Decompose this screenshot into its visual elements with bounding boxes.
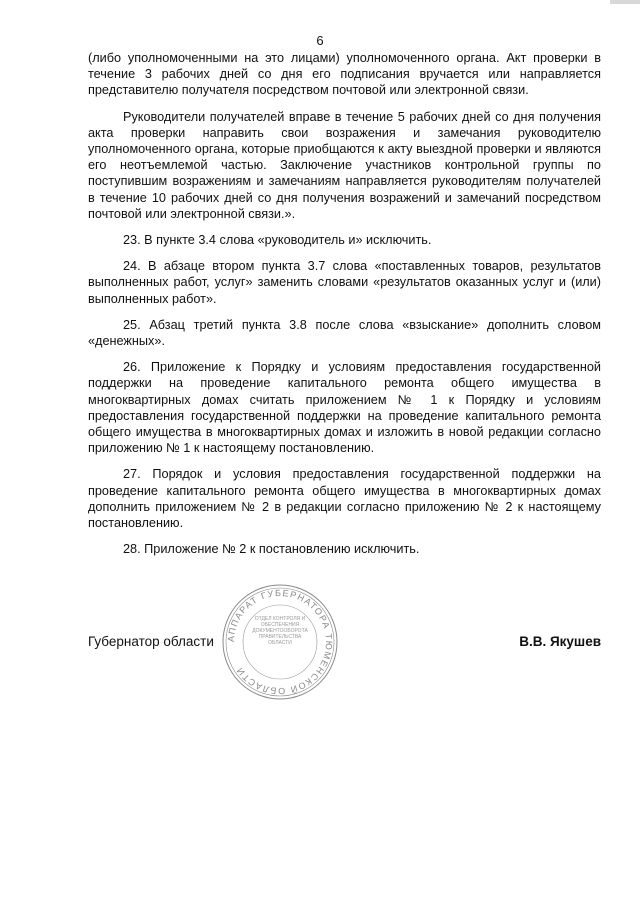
- official-seal-icon: [220, 582, 340, 702]
- paragraph-item-23: 23. В пункте 3.4 слова «руководитель и» исключить.: [123, 233, 432, 248]
- paragraph-item-24: 24. В абзаце втором пункта 3.7 слова «поставленных товаров, результатов выполненных работ, услуг» заменить словами «результатов оказанных услуг и (или) выполненных работ».: [88, 259, 601, 306]
- signatory-position: Губернатор области: [88, 634, 214, 649]
- seal-inner-text: ОТДЕЛ КОНТРОЛЯ И ОБЕСПЕЧЕНИЯ ДОКУМЕНТООБОРОТА ПРАВИТЕЛЬСТВА ОБЛАСТИ: [252, 616, 308, 646]
- paragraph-continuation: (либо уполномоченными на это лицами) уполномоченного органа. Акт проверки в течение 3 рабочих дней со дня его подписания вручается или направляется представителю получателя посредством почтовой или электронной связи.: [88, 51, 601, 98]
- scan-edge-mark: [610, 0, 640, 4]
- signatory-name: В.В. Якушев: [519, 634, 601, 649]
- paragraph-item-26: 26. Приложение к Порядку и условиям предоставления государственной поддержки на проведение капитального ремонта общего имущества в многоквартирных домах считать приложением № 1 к Порядку и условиям предоставления государственной поддержки на проведение капитального ремонта общего имущества в многоквартирных домах и изложить в новой редакции согласно приложению № 1 к настоящему постановлению.: [88, 360, 601, 456]
- paragraph-objections: Руководители получателей вправе в течение 5 рабочих дней со дня получения акта проверки направить свои возражения и замечания руководителю уполномоченного органа, которые приобщаются к акту выездной проверки и являются его неотъемлемой частью. Заключение участников контрольной группы по поступившим возражениям и замечаниям направляется руководителям получателей в течение 10 рабочих дней со дня получения возражений и замечаний посредством почтовой или электронной связи.».: [88, 109, 601, 221]
- paragraph-item-27: 27. Порядок и условия предоставления государственной поддержки на проведение капитального ремонта общего имущества в многоквартирных домах дополнить приложением № 2 в редакции согласно приложению № 2 к настоящему постановлению.: [88, 467, 601, 531]
- page-number: 6: [316, 33, 324, 48]
- paragraph-item-25: 25. Абзац третий пункта 3.8 после слова «взыскание» дополнить словом «денежных».: [88, 317, 601, 349]
- document-body: [88, 50, 601, 567]
- seal-ring-text: АППАРАТ ГУБЕРНАТОРА ТЮМЕНСКОЙ ОБЛАСТИ: [225, 587, 335, 697]
- signature-block: [88, 634, 601, 654]
- paragraph-item-28: 28. Приложение № 2 к постановлению исключить.: [123, 542, 420, 557]
